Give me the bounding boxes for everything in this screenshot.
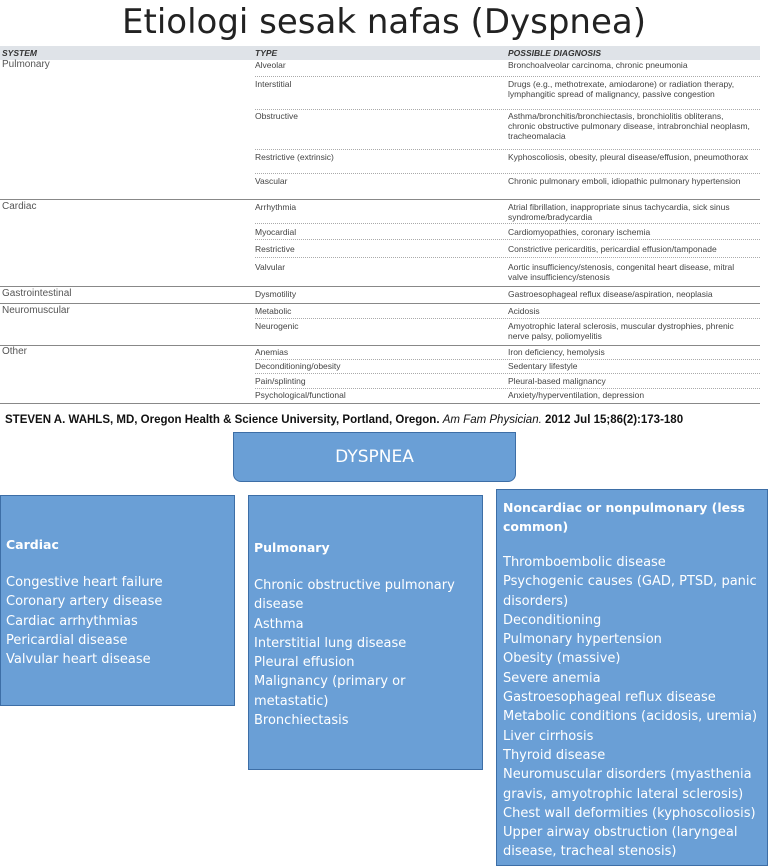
diagnosis-cell: Bronchoalveolar carcinoma, chronic pneumonia: [508, 60, 688, 70]
section-divider: [0, 345, 760, 346]
list-item: Pericardial disease: [6, 632, 128, 648]
citation-journal: Am Fam Physician.: [442, 414, 542, 426]
list-item: Congestive heart failure: [6, 575, 163, 590]
diagnosis-cell: Sedentary lifestyle: [508, 361, 578, 371]
diagnosis-cell: Cardiomyopathies, coronary ischemia: [508, 227, 651, 237]
row-divider: [255, 173, 760, 174]
table-bottom-rule: [0, 403, 760, 404]
row-divider: [255, 318, 760, 319]
type-cell: Dysmotility: [255, 289, 297, 299]
diagnosis-cell: Gastroesophageal reflux disease/aspiration, neoplasia: [508, 289, 713, 299]
row-divider: [255, 359, 760, 360]
diagnosis-cell: Chronic pulmonary emboli, idiopathic pulmonary hypertension: [508, 176, 741, 186]
type-cell: Metabolic: [255, 306, 292, 316]
diagnosis-cell: Aortic insufficiency/stenosis, congenital heart disease, mitral valve insufficiency/stenosis: [508, 262, 735, 282]
citation-authors: STEVEN A. WAHLS, MD, Oregon Health & Science University, Portland, Oregon.: [5, 414, 440, 426]
type-cell: Alveolar: [255, 60, 286, 70]
type-cell: Valvular: [255, 262, 286, 272]
header-system: SYSTEM: [2, 48, 37, 58]
type-cell: Restrictive: [255, 244, 295, 254]
section-divider: [0, 303, 760, 304]
list-item: Obesity (massive): [503, 651, 621, 667]
header-diagnosis: POSSIBLE DIAGNOSIS: [508, 48, 602, 58]
row-divider: [255, 388, 760, 389]
list-item: Neuromuscular disorders (myasthenia gravis, amyotrophic lateral sclerosis): [503, 767, 752, 802]
list-item: Psychogenic causes (GAD, PTSD, panic disorders): [503, 574, 757, 609]
diagnosis-cell: Constrictive pericarditis, pericardial effusion/tamponade: [508, 244, 717, 254]
system-cell: Other: [2, 346, 28, 357]
cardiac-heading: Cardiac: [6, 537, 59, 552]
header-type: TYPE: [255, 48, 278, 58]
citation-ref: 2012 Jul 15;86(2):173-180: [545, 414, 684, 426]
table-header: [0, 46, 760, 60]
type-cell: Anemias: [255, 347, 289, 357]
list-item: Pulmonary hypertension: [503, 632, 662, 648]
system-cell: Neuromuscular: [2, 305, 70, 316]
type-cell: Neurogenic: [255, 321, 299, 331]
system-cell: Cardiac: [2, 201, 37, 212]
list-item: Deconditioning: [503, 612, 602, 628]
type-cell: Arrhythmia: [255, 202, 297, 212]
list-item: Metabolic conditions (acidosis, uremia): [503, 709, 758, 725]
list-item: Thromboembolic disease: [503, 555, 666, 570]
type-cell: Pain/splinting: [255, 376, 306, 386]
list-item: Upper airway obstruction (laryngeal disease, tracheal stenosis): [503, 825, 738, 860]
pulmonary-box: [248, 495, 483, 770]
row-divider: [255, 223, 760, 224]
pulmonary-heading: Pulmonary: [254, 540, 330, 555]
list-item: Bronchiectasis: [254, 713, 349, 729]
diagnosis-cell: Iron deficiency, hemolysis: [508, 347, 605, 357]
list-item: Thyroid disease: [503, 747, 606, 763]
type-cell: Myocardial: [255, 227, 297, 237]
cardiac-box: [0, 495, 235, 706]
list-item: Interstitial lung disease: [254, 635, 407, 651]
list-item: Malignancy (primary or metastatic): [254, 674, 406, 709]
diagnosis-cell: Drugs (e.g., methotrexate, amiodarone) or radiation therapy, lymphangitic spread of malignancy, passive congestion: [508, 79, 735, 99]
list-item: Gastroesophageal reflux disease: [503, 690, 716, 706]
noncardiac-list: [503, 553, 765, 862]
row-divider: [255, 109, 760, 110]
diagnosis-cell: Anxiety/hyperventilation, depression: [508, 390, 645, 400]
row-divider: [255, 76, 760, 77]
type-cell: Vascular: [255, 176, 288, 186]
diagnosis-cell: Asthma/bronchitis/bronchiectasis, bronchiolitis obliterans, chronic obstructive pulmonary disease, intrabronchial neoplasm, tracheomalacia: [508, 111, 750, 141]
type-cell: Deconditioning/obesity: [255, 361, 341, 371]
diagnosis-cell: Acidosis: [508, 306, 540, 316]
list-item: Coronary artery disease: [6, 594, 163, 610]
row-divider: [255, 239, 760, 240]
dyspnea-root-box: DYSPNEA: [233, 432, 516, 482]
row-divider: [255, 149, 760, 150]
page-title: Etiologi sesak nafas (Dyspnea): [122, 2, 646, 42]
citation: [5, 414, 683, 426]
system-cell: Gastrointestinal: [2, 288, 72, 299]
type-cell: Restrictive (extrinsic): [255, 152, 334, 162]
type-cell: Obstructive: [255, 111, 298, 121]
noncardiac-box: [496, 489, 768, 866]
noncardiac-heading: Noncardiac or nonpulmonary (less common): [503, 500, 745, 534]
list-item: Chest wall deformities (kyphoscoliosis): [503, 805, 756, 821]
list-item: Severe anemia: [503, 670, 601, 686]
list-item: Pleural effusion: [254, 655, 355, 671]
pulmonary-list: [254, 576, 474, 730]
list-item: Cardiac arrhythmias: [6, 613, 138, 629]
list-item: Liver cirrhosis: [503, 728, 594, 744]
type-cell: Psychological/functional: [255, 390, 346, 400]
list-item: Asthma: [254, 616, 304, 632]
row-divider: [255, 373, 760, 374]
row-divider: [255, 257, 760, 258]
section-divider: [0, 199, 760, 200]
diagnosis-cell: Kyphoscoliosis, obesity, pleural disease/effusion, pneumothorax: [508, 152, 749, 162]
diagnosis-cell: Atrial fibrillation, inappropriate sinus tachycardia, sick sinus syndrome/bradycardia: [508, 202, 730, 222]
system-cell: Pulmonary: [2, 59, 50, 70]
cardiac-list: [6, 573, 232, 669]
section-divider: [0, 286, 760, 287]
list-item: Chronic obstructive pulmonary disease: [254, 578, 455, 613]
diagnosis-cell: Pleural-based malignancy: [508, 376, 606, 386]
list-item: Valvular heart disease: [6, 652, 151, 668]
diagnosis-cell: Amyotrophic lateral sclerosis, muscular dystrophies, phrenic nerve palsy, poliomyelitis: [508, 321, 734, 341]
type-cell: Interstitial: [255, 79, 292, 89]
